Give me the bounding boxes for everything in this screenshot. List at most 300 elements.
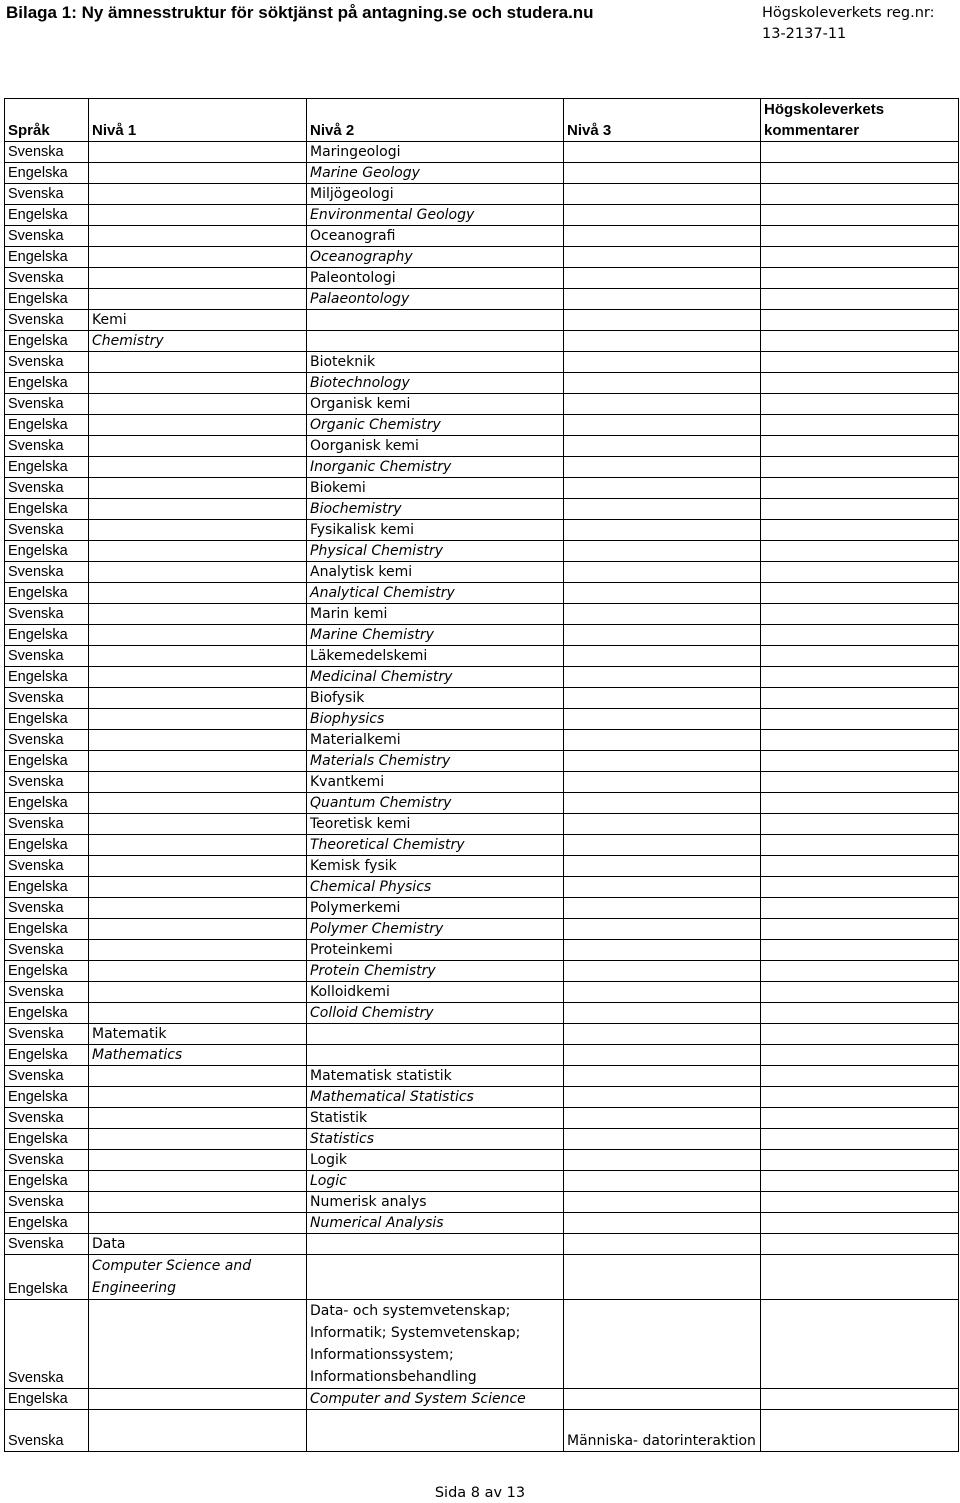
niva-2-cell: Marine Chemistry [307, 625, 564, 646]
niva-1-cell [89, 205, 307, 226]
niva-2-cell: Mathematical Statistics [307, 1087, 564, 1108]
language-cell: Svenska [5, 1150, 89, 1171]
comment-cell [761, 1003, 959, 1024]
comment-cell [761, 1045, 959, 1066]
comment-cell [761, 373, 959, 394]
comment-cell [761, 793, 959, 814]
comment-cell [761, 1300, 959, 1389]
comment-cell [761, 520, 959, 541]
language-cell: Engelska [5, 289, 89, 310]
comment-cell [761, 772, 959, 793]
table-row [5, 247, 959, 268]
table-row [5, 940, 959, 961]
language-cell: Svenska [5, 898, 89, 919]
comment-cell [761, 625, 959, 646]
language-cell: Engelska [5, 1045, 89, 1066]
niva-1-cell [89, 1066, 307, 1087]
niva-3-cell [564, 667, 761, 688]
niva-2-cell: Environmental Geology [307, 205, 564, 226]
table-row [5, 982, 959, 1003]
niva-2-cell: Biofysik [307, 688, 564, 709]
table-row [5, 1300, 959, 1389]
niva-2-cell: Protein Chemistry [307, 961, 564, 982]
comment-cell [761, 289, 959, 310]
niva-3-cell [564, 709, 761, 730]
niva-1-cell [89, 835, 307, 856]
language-cell: Engelska [5, 499, 89, 520]
niva-1-cell [89, 583, 307, 604]
comment-cell [761, 583, 959, 604]
niva-2-cell: Medicinal Chemistry [307, 667, 564, 688]
niva-3-cell [564, 688, 761, 709]
niva-1-cell [89, 1213, 307, 1234]
niva-2-cell: Data- och systemvetenskap; Informatik; Systemvetenskap; Informationssystem; Informationsbehandling [307, 1300, 564, 1389]
table-row [5, 499, 959, 520]
reg-label: Högskoleverkets reg.nr: [762, 5, 935, 21]
niva-1-cell: Kemi [89, 310, 307, 331]
niva-3-cell [564, 457, 761, 478]
table-row [5, 541, 959, 562]
niva-3-cell [564, 835, 761, 856]
comment-cell [761, 856, 959, 877]
niva-3-cell [564, 478, 761, 499]
niva-2-cell: Materialkemi [307, 730, 564, 751]
language-cell: Svenska [5, 1410, 89, 1452]
niva-1-cell [89, 562, 307, 583]
niva-3-cell [564, 1389, 761, 1410]
table-row [5, 1045, 959, 1066]
niva-1-cell [89, 394, 307, 415]
niva-2-cell [307, 1024, 564, 1045]
language-cell: Svenska [5, 940, 89, 961]
table-row [5, 184, 959, 205]
niva-1-cell [89, 268, 307, 289]
niva-2-cell: Biotechnology [307, 373, 564, 394]
comment-cell [761, 1150, 959, 1171]
language-cell: Svenska [5, 1300, 89, 1389]
table-row [5, 1192, 959, 1213]
language-cell: Engelska [5, 1389, 89, 1410]
comment-cell [761, 457, 959, 478]
niva-3-cell [564, 1087, 761, 1108]
language-cell: Svenska [5, 982, 89, 1003]
table-row [5, 898, 959, 919]
niva-1-cell [89, 142, 307, 163]
table-row [5, 604, 959, 625]
niva-2-cell: Statistik [307, 1108, 564, 1129]
niva-1-cell [89, 793, 307, 814]
niva-1-cell [89, 751, 307, 772]
niva-1-cell [89, 1171, 307, 1192]
niva-2-cell: Polymer Chemistry [307, 919, 564, 940]
language-cell: Engelska [5, 1087, 89, 1108]
niva-3-cell [564, 856, 761, 877]
language-cell: Engelska [5, 247, 89, 268]
column-header-niva-1: Nivå 1 [89, 99, 307, 142]
table-row [5, 961, 959, 982]
table-row [5, 478, 959, 499]
niva-1-cell: Chemistry [89, 331, 307, 352]
niva-2-cell: Organisk kemi [307, 394, 564, 415]
comment-cell [761, 1192, 959, 1213]
niva-1-cell [89, 730, 307, 751]
niva-3-cell [564, 877, 761, 898]
language-cell: Svenska [5, 394, 89, 415]
table-row [5, 625, 959, 646]
niva-2-cell: Oorganisk kemi [307, 436, 564, 457]
table-row [5, 667, 959, 688]
niva-2-cell: Biokemi [307, 478, 564, 499]
reg-number: 13-2137-11 [762, 26, 847, 42]
niva-2-cell: Teoretisk kemi [307, 814, 564, 835]
table-body [5, 142, 959, 1452]
table-row [5, 751, 959, 772]
niva-3-cell [564, 289, 761, 310]
niva-2-cell: Marine Geology [307, 163, 564, 184]
table-row [5, 919, 959, 940]
comment-cell [761, 331, 959, 352]
niva-2-cell: Polymerkemi [307, 898, 564, 919]
table-row [5, 730, 959, 751]
niva-2-cell: Theoretical Chemistry [307, 835, 564, 856]
niva-1-cell [89, 1192, 307, 1213]
language-cell: Svenska [5, 478, 89, 499]
niva-2-cell: Inorganic Chemistry [307, 457, 564, 478]
niva-3-cell [564, 898, 761, 919]
comment-cell [761, 940, 959, 961]
niva-2-cell: Bioteknik [307, 352, 564, 373]
table-row [5, 709, 959, 730]
comment-cell [761, 205, 959, 226]
niva-1-cell: Matematik [89, 1024, 307, 1045]
niva-3-cell [564, 142, 761, 163]
niva-1-cell [89, 1389, 307, 1410]
language-cell: Engelska [5, 457, 89, 478]
niva-1-cell [89, 940, 307, 961]
niva-3-cell [564, 1024, 761, 1045]
niva-1-cell [89, 541, 307, 562]
comment-cell [761, 541, 959, 562]
comment-cell [761, 814, 959, 835]
column-header-kommentarer: Högskoleverkets kommentarer [761, 99, 959, 142]
niva-3-cell [564, 373, 761, 394]
comment-cell [761, 646, 959, 667]
comment-cell [761, 898, 959, 919]
language-cell: Svenska [5, 856, 89, 877]
comment-cell [761, 1066, 959, 1087]
niva-3-cell [564, 163, 761, 184]
language-cell: Engelska [5, 751, 89, 772]
table-row [5, 1171, 959, 1192]
language-cell: Engelska [5, 709, 89, 730]
language-cell: Engelska [5, 1129, 89, 1150]
niva-1-cell [89, 709, 307, 730]
language-cell: Engelska [5, 793, 89, 814]
niva-2-cell: Materials Chemistry [307, 751, 564, 772]
niva-3-cell [564, 1108, 761, 1129]
language-cell: Engelska [5, 541, 89, 562]
comment-cell [761, 709, 959, 730]
niva-2-cell: Logik [307, 1150, 564, 1171]
niva-2-cell: Biochemistry [307, 499, 564, 520]
registration-number [762, 3, 935, 45]
table-row [5, 394, 959, 415]
language-cell: Svenska [5, 1108, 89, 1129]
niva-3-cell [564, 814, 761, 835]
comment-cell [761, 835, 959, 856]
comment-cell [761, 163, 959, 184]
niva-2-cell: Analytisk kemi [307, 562, 564, 583]
niva-2-cell: Physical Chemistry [307, 541, 564, 562]
language-cell: Engelska [5, 625, 89, 646]
niva-3-cell [564, 1045, 761, 1066]
table-row [5, 373, 959, 394]
niva-2-cell: Computer and System Science [307, 1389, 564, 1410]
niva-2-cell: Palaeontology [307, 289, 564, 310]
niva-3-cell [564, 1234, 761, 1255]
niva-1-cell [89, 247, 307, 268]
niva-2-cell [307, 1045, 564, 1066]
niva-2-cell: Matematisk statistik [307, 1066, 564, 1087]
niva-1-cell [89, 478, 307, 499]
language-cell: Svenska [5, 310, 89, 331]
niva-3-cell [564, 1150, 761, 1171]
niva-1-cell [89, 625, 307, 646]
niva-3-cell [564, 520, 761, 541]
niva-1-cell [89, 499, 307, 520]
table-row [5, 352, 959, 373]
comment-cell [761, 751, 959, 772]
niva-3-cell [564, 940, 761, 961]
niva-2-cell: Colloid Chemistry [307, 1003, 564, 1024]
column-header-niva-2: Nivå 2 [307, 99, 564, 142]
language-cell: Svenska [5, 646, 89, 667]
table-row [5, 1087, 959, 1108]
table-row [5, 835, 959, 856]
language-cell: Engelska [5, 1003, 89, 1024]
column-header-niva-3: Nivå 3 [564, 99, 761, 142]
language-cell: Svenska [5, 814, 89, 835]
niva-2-cell: Chemical Physics [307, 877, 564, 898]
niva-1-cell [89, 226, 307, 247]
niva-2-cell: Organic Chemistry [307, 415, 564, 436]
comment-cell [761, 415, 959, 436]
niva-1-cell [89, 1003, 307, 1024]
language-cell: Engelska [5, 961, 89, 982]
language-cell: Svenska [5, 226, 89, 247]
niva-3-cell [564, 415, 761, 436]
language-cell: Svenska [5, 184, 89, 205]
language-cell: Svenska [5, 520, 89, 541]
niva-3-cell [564, 310, 761, 331]
table-row [5, 1255, 959, 1300]
table-row [5, 205, 959, 226]
comment-cell [761, 142, 959, 163]
comment-cell [761, 226, 959, 247]
comment-cell [761, 604, 959, 625]
niva-3-cell [564, 583, 761, 604]
niva-3-cell [564, 226, 761, 247]
comment-cell [761, 268, 959, 289]
language-cell: Svenska [5, 142, 89, 163]
table-row [5, 163, 959, 184]
niva-2-cell: Proteinkemi [307, 940, 564, 961]
table-row [5, 268, 959, 289]
table-header-row [5, 99, 959, 142]
comment-cell [761, 730, 959, 751]
niva-1-cell [89, 961, 307, 982]
niva-3-cell [564, 772, 761, 793]
comment-cell [761, 1087, 959, 1108]
comment-cell [761, 919, 959, 940]
niva-1-cell [89, 520, 307, 541]
niva-1-cell [89, 667, 307, 688]
niva-2-cell: Maringeologi [307, 142, 564, 163]
niva-1-cell [89, 1150, 307, 1171]
comment-cell [761, 667, 959, 688]
language-cell: Svenska [5, 352, 89, 373]
niva-1-cell [89, 688, 307, 709]
comment-cell [761, 562, 959, 583]
comment-cell [761, 877, 959, 898]
niva-3-cell [564, 247, 761, 268]
language-cell: Svenska [5, 1024, 89, 1045]
comment-cell [761, 688, 959, 709]
comment-cell [761, 1171, 959, 1192]
niva-1-cell [89, 604, 307, 625]
niva-1-cell [89, 352, 307, 373]
niva-1-cell [89, 919, 307, 940]
language-cell: Engelska [5, 163, 89, 184]
niva-1-cell [89, 436, 307, 457]
table-row [5, 688, 959, 709]
language-cell: Engelska [5, 583, 89, 604]
language-cell: Engelska [5, 331, 89, 352]
language-cell: Svenska [5, 1066, 89, 1087]
comment-cell [761, 352, 959, 373]
table-row [5, 1410, 959, 1452]
table-row [5, 772, 959, 793]
comment-cell [761, 184, 959, 205]
comment-cell [761, 982, 959, 1003]
language-cell: Engelska [5, 1213, 89, 1234]
comment-cell [761, 478, 959, 499]
niva-3-cell [564, 436, 761, 457]
niva-1-cell [89, 1129, 307, 1150]
comment-cell [761, 961, 959, 982]
niva-1-cell [89, 415, 307, 436]
niva-2-cell: Oceanografi [307, 226, 564, 247]
niva-1-cell [89, 184, 307, 205]
table-row [5, 1213, 959, 1234]
niva-3-cell [564, 1192, 761, 1213]
niva-1-cell: Data [89, 1234, 307, 1255]
language-cell: Svenska [5, 436, 89, 457]
niva-1-cell [89, 856, 307, 877]
niva-2-cell [307, 1255, 564, 1300]
niva-3-cell: Människa- datorinteraktion [564, 1410, 761, 1452]
niva-2-cell [307, 1234, 564, 1255]
niva-3-cell [564, 919, 761, 940]
niva-3-cell [564, 1066, 761, 1087]
niva-3-cell [564, 625, 761, 646]
niva-3-cell [564, 562, 761, 583]
niva-3-cell [564, 499, 761, 520]
language-cell: Svenska [5, 1234, 89, 1255]
niva-2-cell: Numerical Analysis [307, 1213, 564, 1234]
niva-2-cell [307, 1410, 564, 1452]
niva-1-cell [89, 163, 307, 184]
niva-3-cell [564, 961, 761, 982]
niva-2-cell: Oceanography [307, 247, 564, 268]
comment-cell [761, 436, 959, 457]
table-row [5, 793, 959, 814]
niva-1-cell: Computer Science and Engineering [89, 1255, 307, 1300]
niva-1-cell [89, 982, 307, 1003]
comment-cell [761, 247, 959, 268]
niva-3-cell [564, 604, 761, 625]
comment-cell [761, 1389, 959, 1410]
comment-cell [761, 1108, 959, 1129]
niva-3-cell [564, 1213, 761, 1234]
niva-3-cell [564, 268, 761, 289]
table-row [5, 1389, 959, 1410]
niva-3-cell [564, 331, 761, 352]
comment-cell [761, 1024, 959, 1045]
niva-1-cell [89, 457, 307, 478]
niva-2-cell [307, 331, 564, 352]
table-row [5, 310, 959, 331]
niva-2-cell: Paleontologi [307, 268, 564, 289]
table-row [5, 1024, 959, 1045]
table-row [5, 331, 959, 352]
niva-2-cell: Marin kemi [307, 604, 564, 625]
table-row [5, 877, 959, 898]
language-cell: Svenska [5, 688, 89, 709]
table-row [5, 1003, 959, 1024]
table-row [5, 415, 959, 436]
comment-cell [761, 499, 959, 520]
niva-1-cell [89, 1108, 307, 1129]
niva-2-cell: Miljögeologi [307, 184, 564, 205]
niva-1-cell [89, 1410, 307, 1452]
page-number: Sida 8 av 13 [434, 1485, 526, 1501]
niva-3-cell [564, 394, 761, 415]
niva-3-cell [564, 751, 761, 772]
language-cell: Engelska [5, 835, 89, 856]
niva-3-cell [564, 205, 761, 226]
niva-1-cell [89, 814, 307, 835]
table-row [5, 583, 959, 604]
niva-1-cell [89, 1087, 307, 1108]
niva-1-cell [89, 772, 307, 793]
niva-3-cell [564, 184, 761, 205]
comment-cell [761, 1234, 959, 1255]
niva-3-cell [564, 1171, 761, 1192]
niva-2-cell: Fysikalisk kemi [307, 520, 564, 541]
comment-cell [761, 394, 959, 415]
language-cell: Engelska [5, 205, 89, 226]
niva-2-cell: Kvantkemi [307, 772, 564, 793]
table-row [5, 562, 959, 583]
niva-2-cell: Numerisk analys [307, 1192, 564, 1213]
niva-1-cell [89, 373, 307, 394]
niva-2-cell: Läkemedelskemi [307, 646, 564, 667]
niva-3-cell [564, 982, 761, 1003]
niva-3-cell [564, 1003, 761, 1024]
niva-3-cell [564, 541, 761, 562]
comment-cell [761, 1129, 959, 1150]
